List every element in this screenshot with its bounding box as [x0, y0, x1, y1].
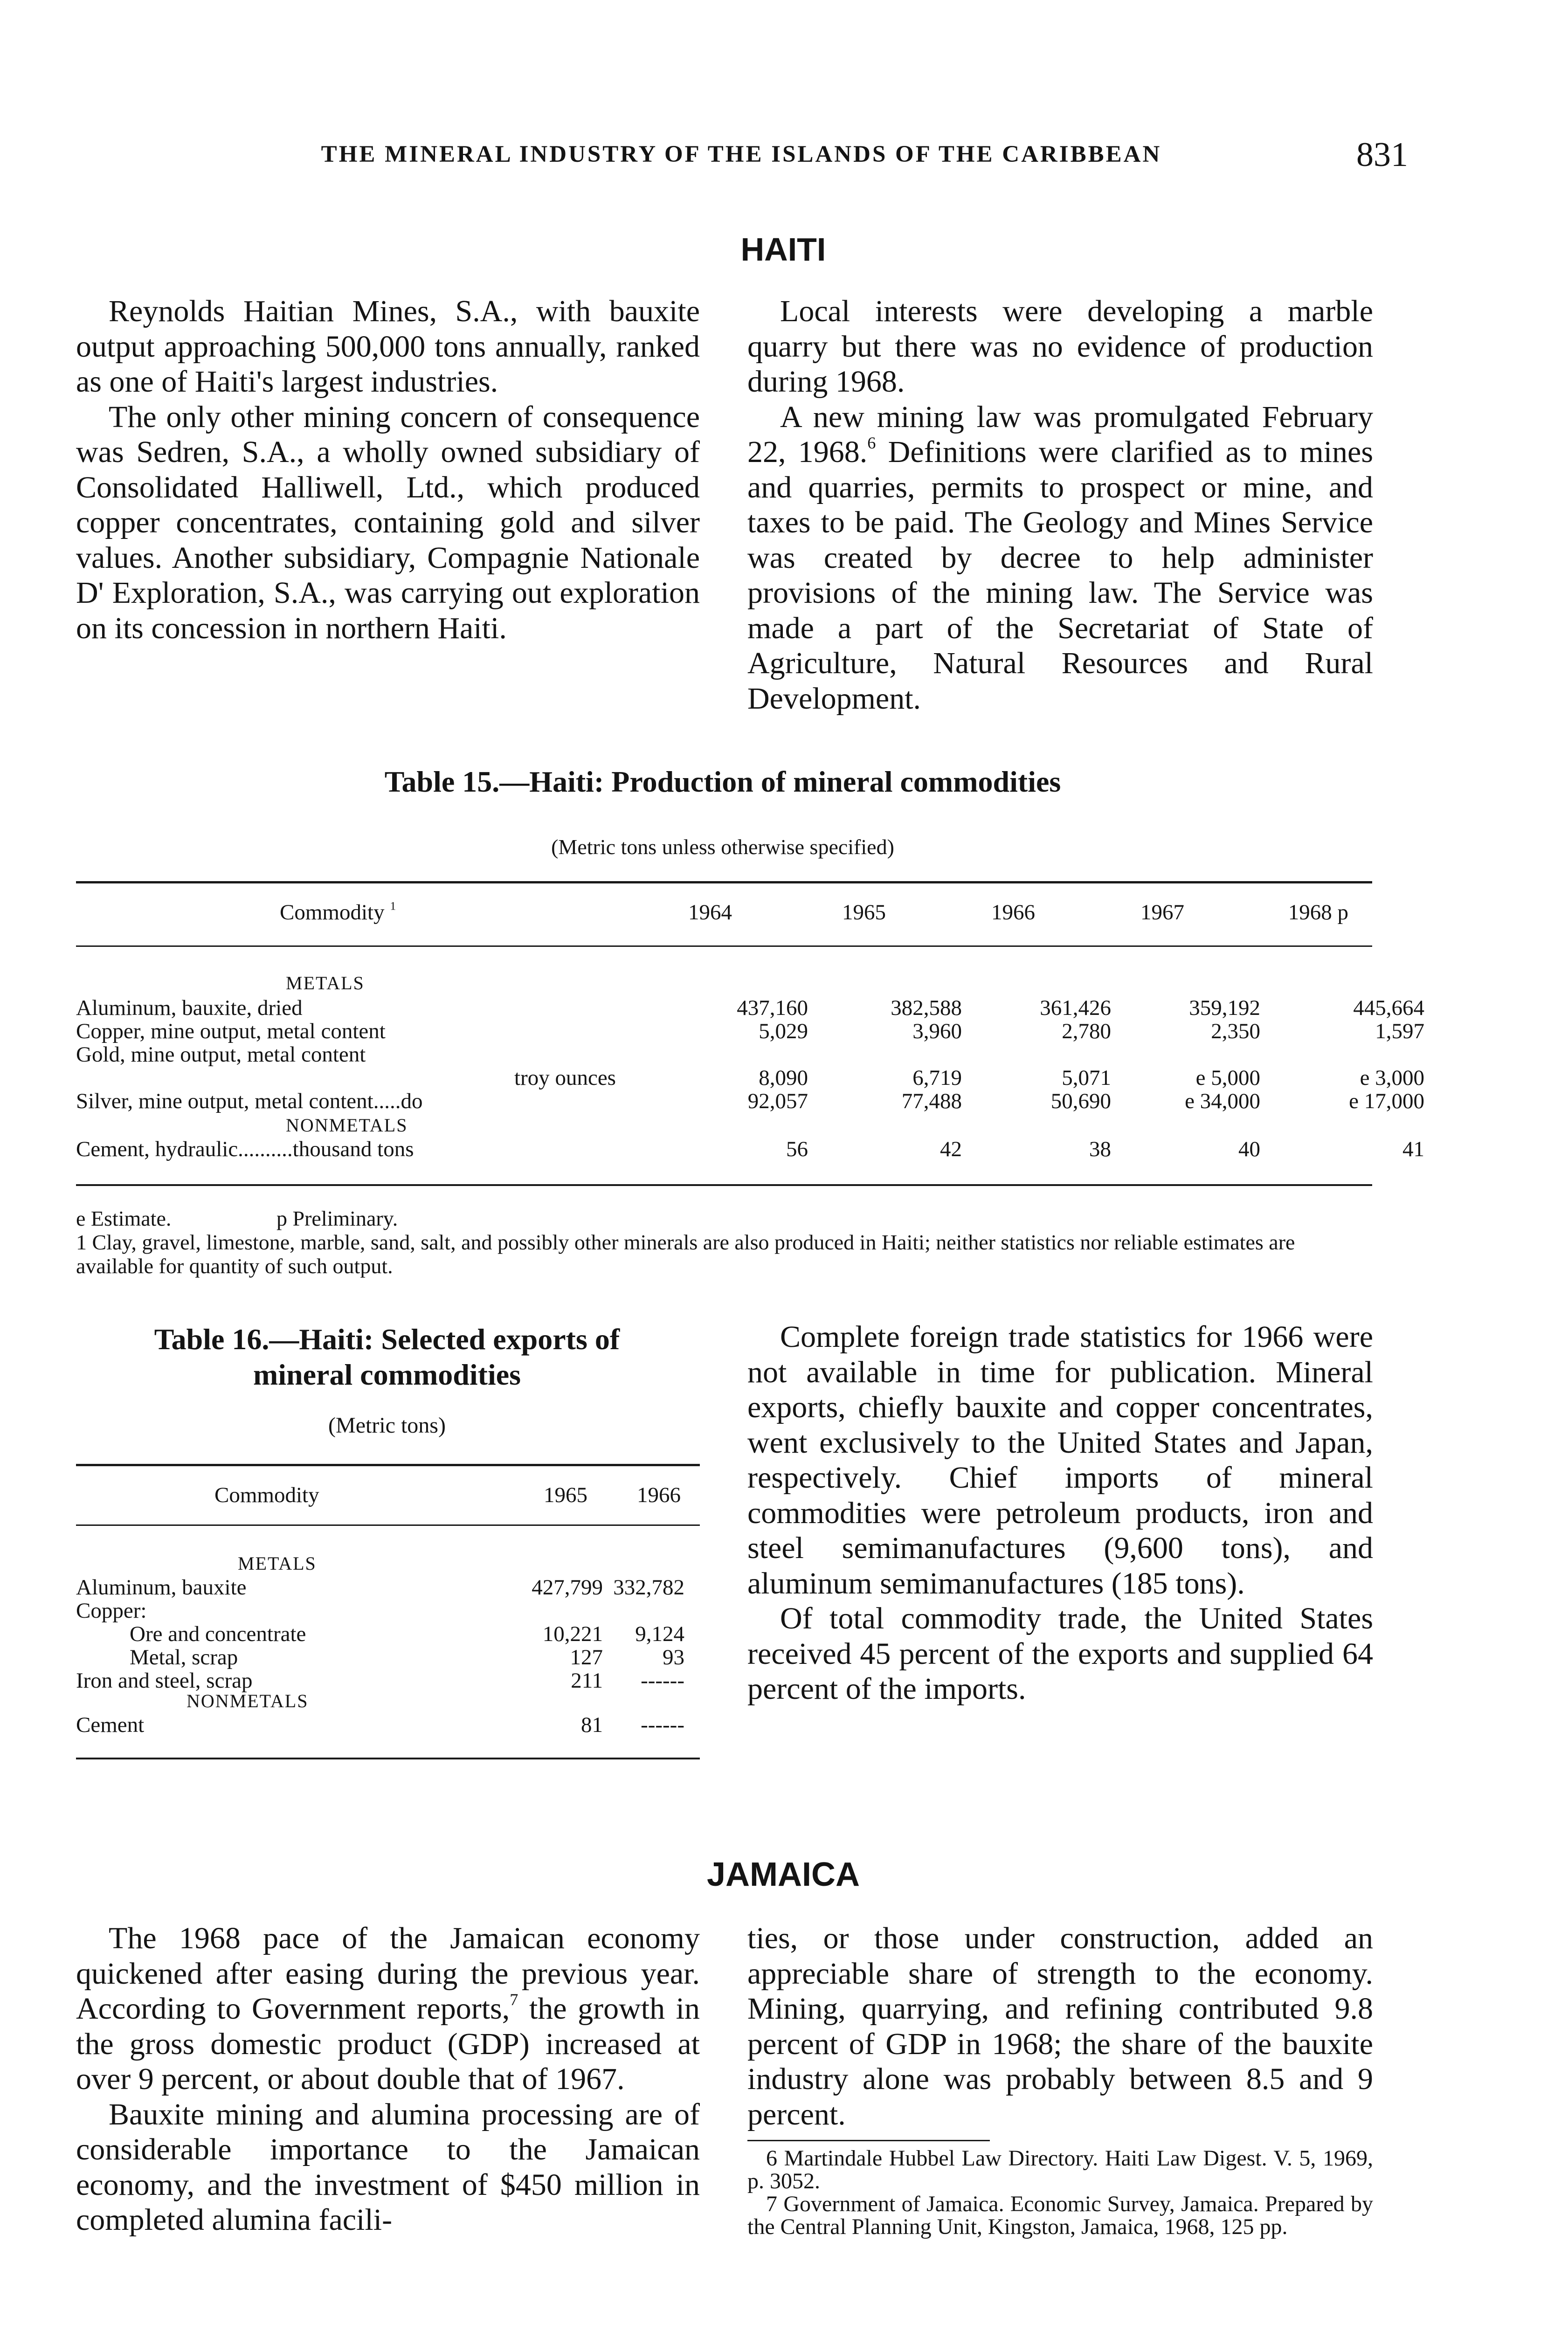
table15-footnote: 1 Clay, gravel, limestone, marble, sand, salt, and possibly other minerals are also produced in Haiti; neither statistics nor reliable estimates are available for quantity of such output. [76, 1230, 1295, 1278]
table16-subcaption: (Metric tons) [328, 1413, 446, 1438]
haiti-left-column [76, 294, 700, 646]
table-row: Copper, mine output, metal content 5,029 3,960 2,780 2,350 1,597 [76, 1019, 1424, 1043]
table-row: Metal, scrap 127 93 [130, 1645, 684, 1669]
table-row: Cement 81 ------ [76, 1713, 684, 1737]
row-label: Aluminum, bauxite [76, 1575, 247, 1600]
haiti-paragraph: The only other mining concern of consequence was Sedren, S.A., a wholly owned subsidiary of Consolidated Halliwell, Ltd., which produced copper concentrates, containing gold and silver values. Another subsidiary, Compagnie Nationale D' Exploration, S.A., was carrying out exploration on its concession in northern Haiti. [76, 400, 700, 645]
table15-bottom-rule [76, 1184, 1372, 1186]
table16-group-nonmetals: NONMETALS [187, 1690, 309, 1711]
table-row [76, 1042, 1372, 1065]
table-row: troy ounces 8,090 6,719 5,071 e 5,000 e 3,000 [514, 1066, 1424, 1090]
footnote-6: 6 Martindale Hubbel Law Directory. Haiti Law Digest. V. 5, 1969, p. 3052. [747, 2146, 1373, 2193]
footnote-ref: 7 [510, 1990, 518, 2009]
section-heading-jamaica: JAMAICA [706, 1856, 860, 1893]
table-row: Silver, mine output, metal content.....do 92,057 77,488 50,690 e 34,000 e 17,000 [76, 1089, 1424, 1113]
footnotes [747, 2147, 1373, 2238]
row-label: Gold, mine output, metal content [76, 1042, 366, 1067]
table15-notes-abbrev: e Estimate. p Preliminary. [76, 1207, 398, 1230]
table15-header-commodity: Commodity $^1$ [280, 899, 396, 924]
jamaica-paragraph: ties, or those under construction, added an appreciable share of strength to the economy. Mining, quarrying, and refining contributed 9.8 percent of GDP in 1968; the share of the bauxite industry alone was probably between 8.5 and 9 percent. [747, 1921, 1373, 2131]
row-label: Aluminum, bauxite, dried [76, 996, 303, 1020]
table15-group-metals: METALS [286, 972, 365, 993]
footnote-ref: 6 [867, 433, 876, 452]
jamaica-left-column [76, 1921, 700, 2238]
table15-group-nonmetals: NONMETALS [286, 1115, 408, 1136]
footnote-rule [747, 2140, 990, 2141]
page-number: 831 [1356, 136, 1408, 174]
trade-column [747, 1319, 1373, 1707]
row-label: Ore and concentrate [130, 1622, 306, 1646]
table15-header-year: 1964 [688, 900, 732, 924]
row-label: Iron and steel, scrap [76, 1669, 253, 1693]
row-label: Copper, mine output, metal content [76, 1019, 386, 1043]
jamaica-paragraph: The 1968 pace of the Jamaican economy quickened after easing during the previous year. According to Government reports,$^7$ the growth in the gross domestic product (GDP) increased at over 9 percent, or about double that of 1967. [76, 1921, 700, 2096]
table15-header-rule [76, 945, 1372, 947]
running-title: THE MINERAL INDUSTRY OF THE ISLANDS OF THE CARIBBEAN [321, 141, 1162, 167]
table-row [76, 1598, 700, 1621]
table15-top-rule [76, 881, 1372, 883]
table15-subcaption: (Metric tons unless otherwise specified) [551, 835, 894, 859]
table15-header-year: 1966 [991, 900, 1035, 924]
table-row: Aluminum, bauxite 427,799 332,782 [76, 1575, 684, 1600]
row-label: Cement, hydraulic..........thousand tons [76, 1137, 414, 1161]
haiti-paragraph: A new mining law was promulgated February 22, 1968.$^6$ Definitions were clarified as to mines and quarries, permits to prospect or mine, and taxes to be paid. The Geology and Mines Service was created by decree to help administer provisions of the mining law. The Service was made a part of the Secretariat of State of Agriculture, Natural Resources and Rural Development. [747, 400, 1374, 716]
haiti-paragraph: Reynolds Haitian Mines, S.A., with bauxite output approaching 500,000 tons annually, ranked as one of Haiti's largest industries. [76, 294, 700, 399]
trade-paragraph: Complete foreign trade statistics for 1966 were not available in time for publication. Mineral exports, chiefly bauxite and copper concentrates, went exclusively to the United States and Japan, respectively. Chief imports of mineral commodities were petroleum products, iron and steel semimanufactures (9,600 tons), and aluminum semimanufactures (185 tons). [747, 1320, 1373, 1600]
table15-header-year: 1965 [842, 900, 886, 924]
row-label: Copper: [76, 1599, 147, 1623]
trade-paragraph: Of total commodity trade, the United States received 45 percent of the exports and supplied 64 percent of the imports. [747, 1601, 1373, 1706]
jamaica-right-column [747, 1921, 1373, 2132]
table-row: Aluminum, bauxite, dried 437,160 382,588 361,426 359,192 445,664 [76, 996, 1424, 1020]
table16-header-year: 1966 [637, 1483, 681, 1507]
row-label: Metal, scrap [130, 1645, 238, 1669]
haiti-paragraph: Local interests were developing a marble quarry but there was no evidence of production during 1968. [747, 294, 1373, 399]
table-row: Ore and concentrate 10,221 9,124 [130, 1622, 684, 1646]
table16-header-year: 1965 [544, 1483, 587, 1507]
haiti-right-column [747, 294, 1373, 716]
table16-caption: Table 16.—Haiti: Selected exports of mineral commodities [154, 1323, 620, 1391]
table-row: Iron and steel, scrap 211 ------ [76, 1669, 684, 1693]
row-label: Silver, mine output, metal content.....do [76, 1089, 423, 1113]
jamaica-paragraph: Bauxite mining and alumina processing are of considerable importance to the Jamaican economy, and the investment of $450 million in completed alumina facili- [76, 2097, 700, 2237]
table16-header-commodity: Commodity [214, 1483, 319, 1507]
row-label: Cement [76, 1713, 145, 1737]
table16-bottom-rule [76, 1758, 700, 1759]
footnote-7: 7 Government of Jamaica. Economic Survey, Jamaica. Prepared by the Central Planning Unit, Kingston, Jamaica, 1968, 125 pp. [747, 2192, 1373, 2239]
table-row: Cement, hydraulic..........thousand tons 56 42 38 40 41 [76, 1137, 1424, 1161]
table15-header-year: 1967 [1140, 900, 1184, 924]
section-heading-haiti: HAITI [740, 231, 826, 268]
table15-caption: Table 15.—Haiti: Production of mineral commodities [384, 765, 1061, 798]
table16-top-rule [76, 1464, 700, 1466]
table15-header-year: 1968 p [1288, 900, 1348, 924]
row-label: troy ounces [514, 1066, 616, 1090]
table16-header-rule [76, 1524, 700, 1526]
table16-group-metals: METALS [238, 1553, 317, 1574]
